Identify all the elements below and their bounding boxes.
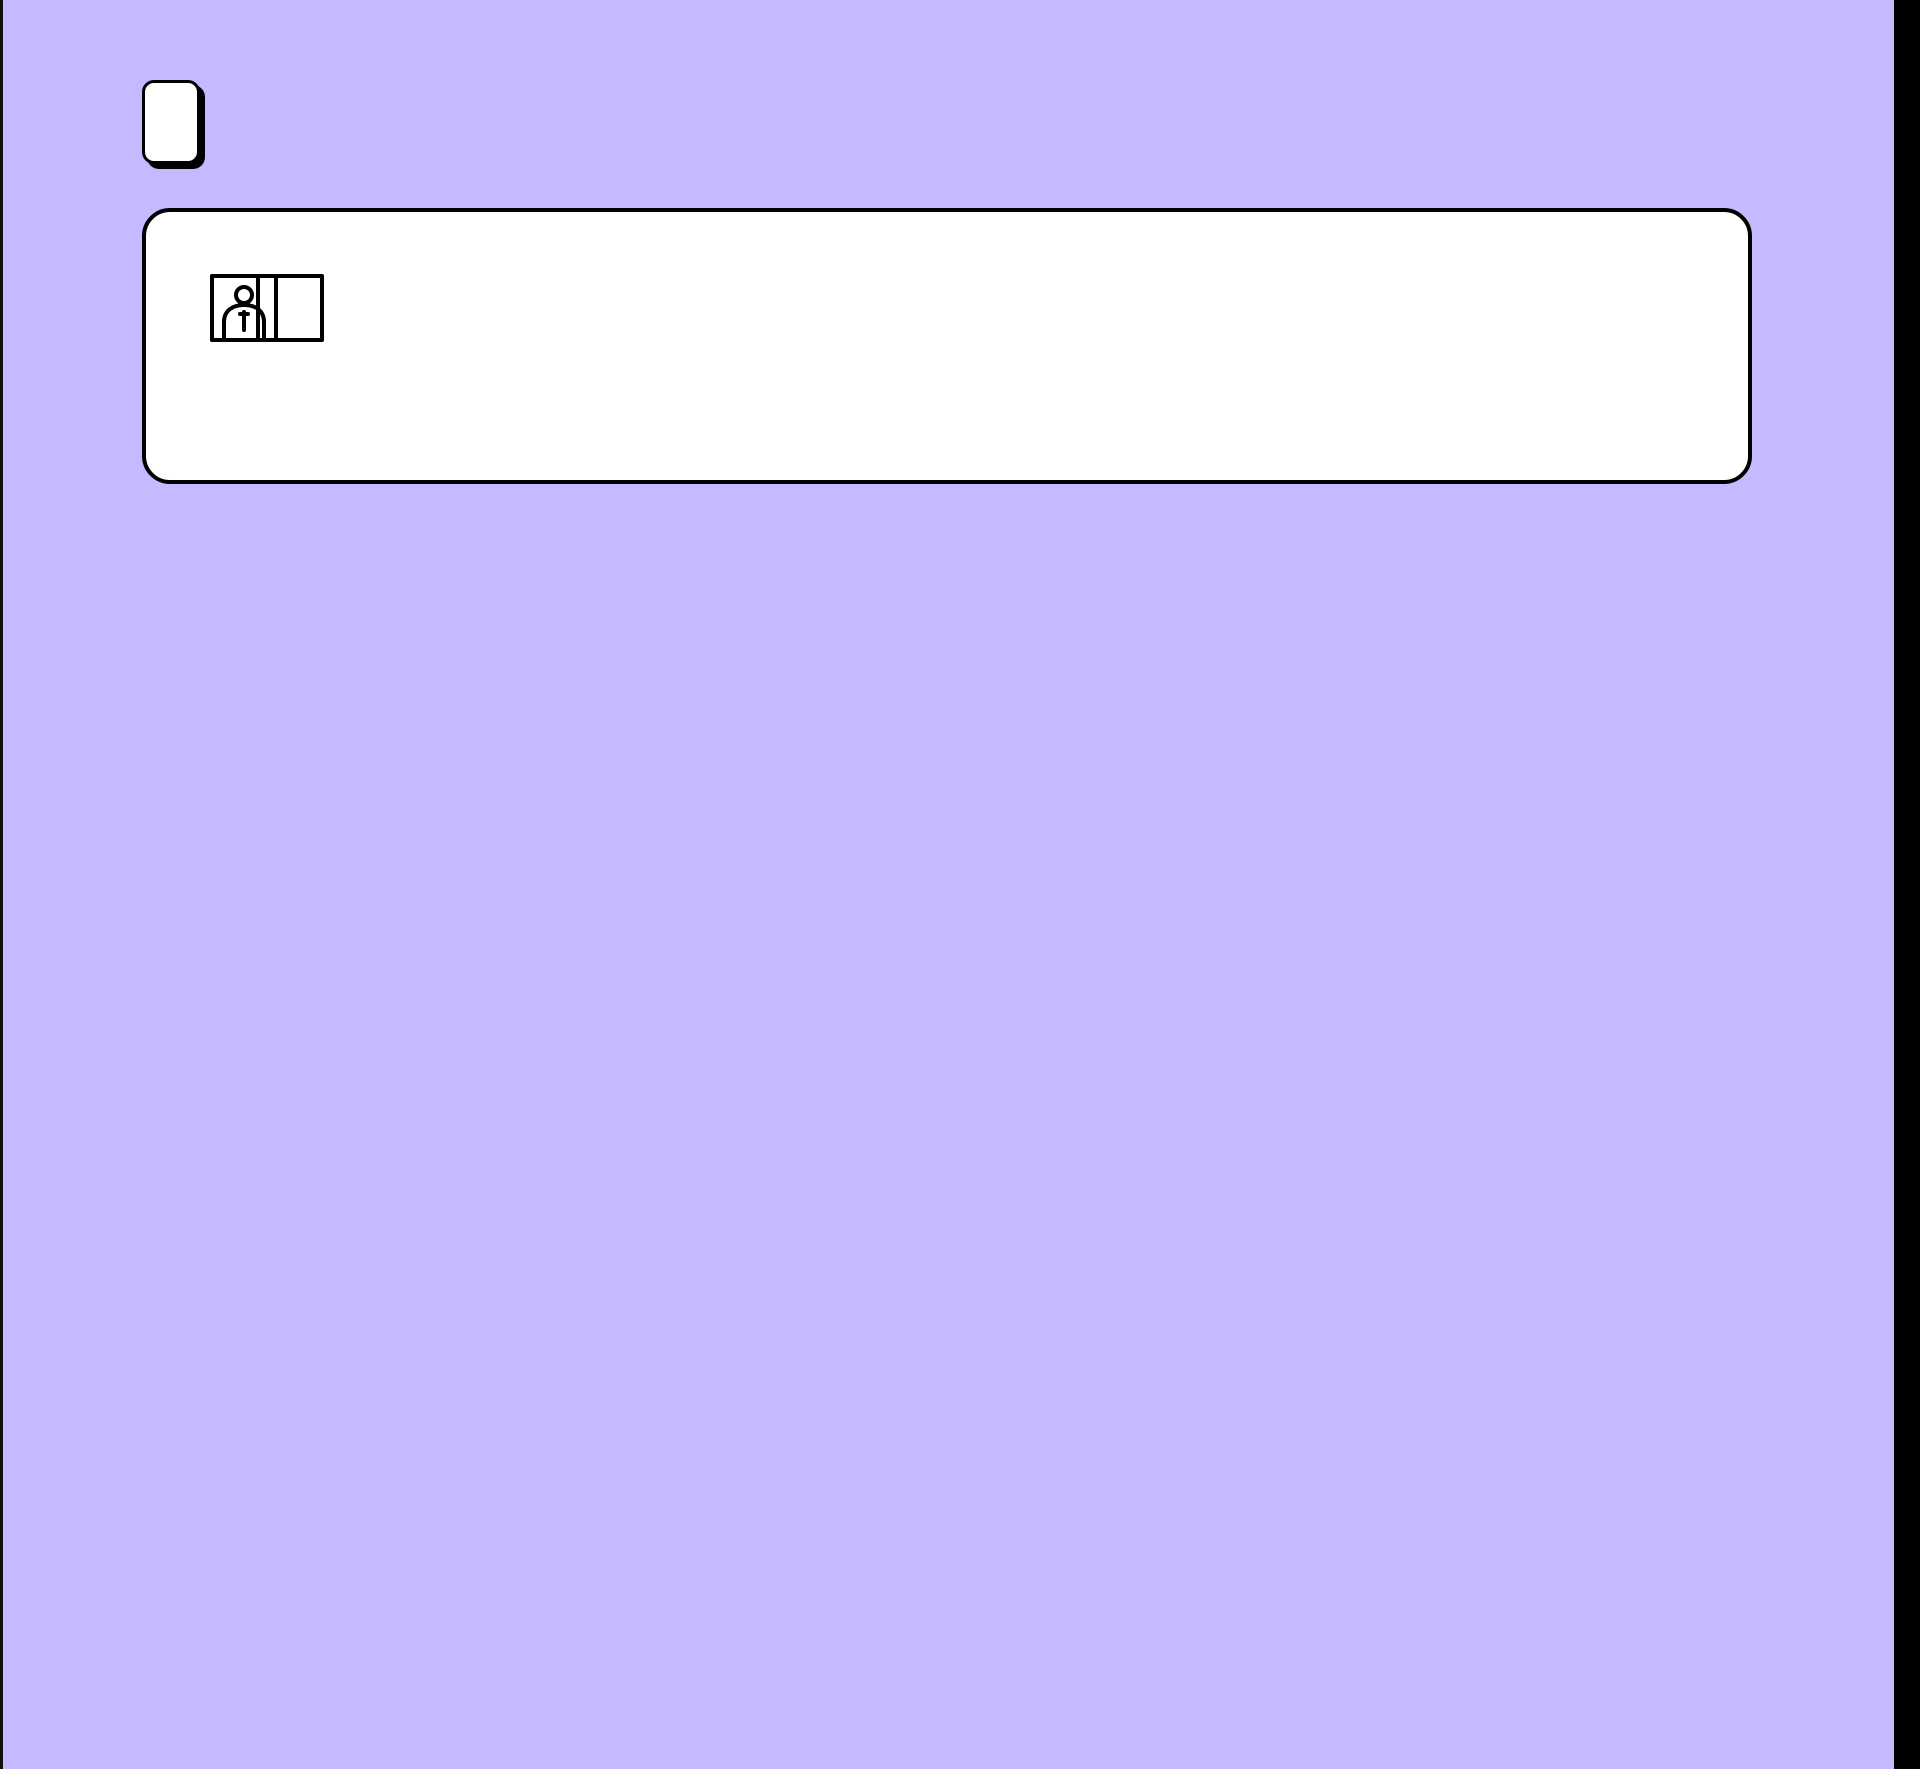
characters-heading xyxy=(142,80,200,164)
right-edge-bar xyxy=(1894,0,1920,1769)
character-portraits-icon xyxy=(210,274,324,424)
left-edge xyxy=(0,0,3,1769)
characters-card xyxy=(142,208,1752,484)
